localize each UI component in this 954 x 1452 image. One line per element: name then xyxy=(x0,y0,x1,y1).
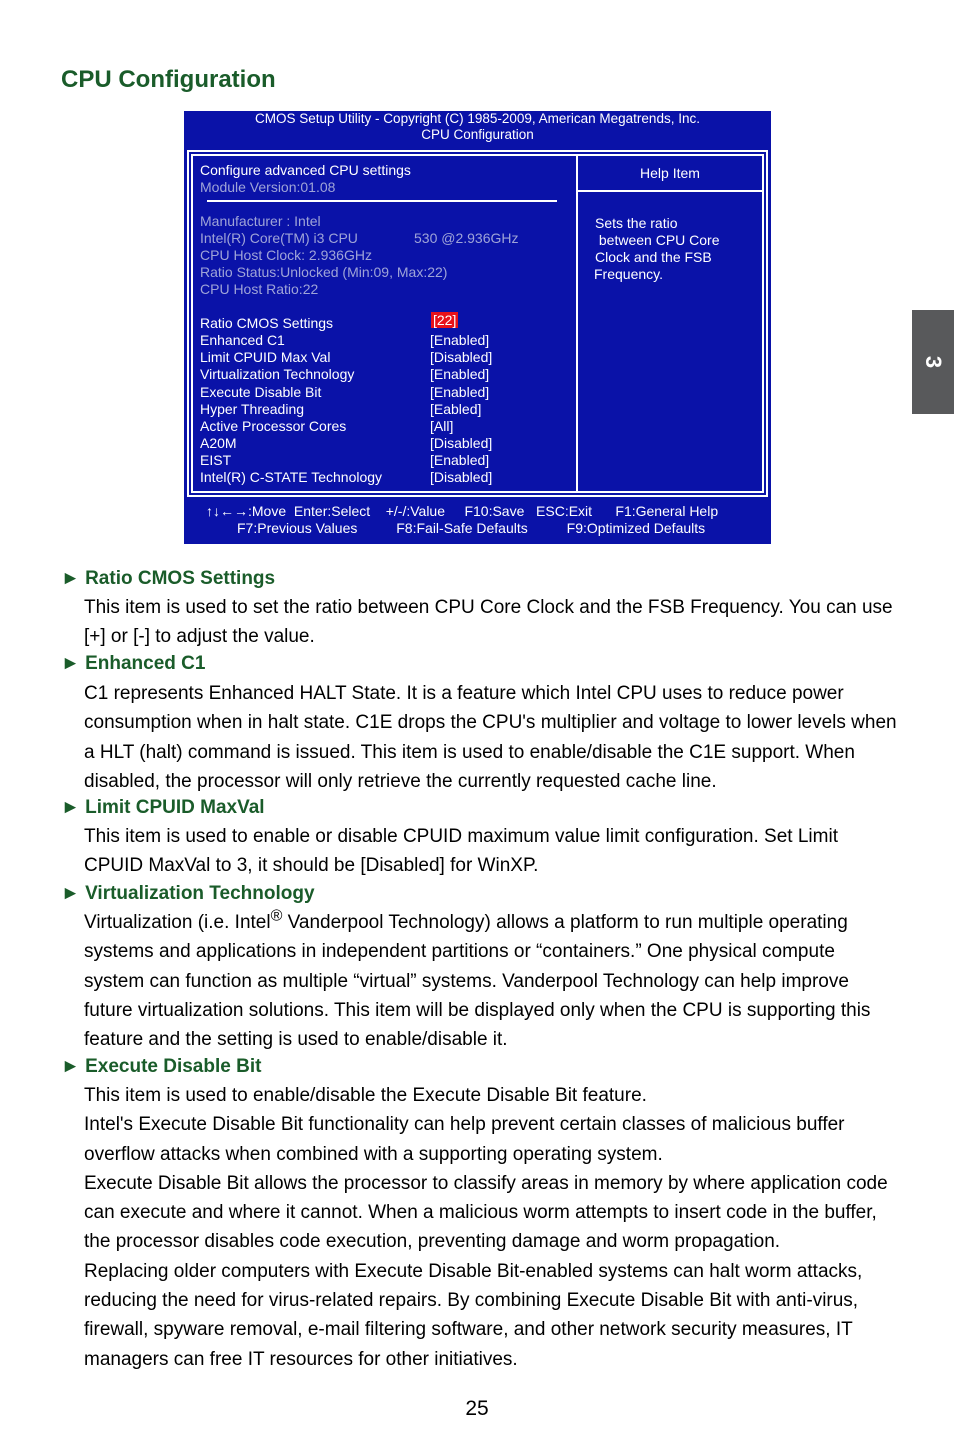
bios-inner-frame xyxy=(191,154,764,493)
setting-label-a20m[interactable]: A20M xyxy=(200,435,237,451)
bios-footer-keys: ↑↓←→:Move Enter:Select +/-/:Value F10:Save ESC:Exit F1:General Help xyxy=(206,503,719,519)
info-line: Manufacturer : Intel xyxy=(200,213,321,229)
help-line: between CPU Core xyxy=(595,232,720,248)
setting-value-enhanced-c1[interactable]: [Enabled] xyxy=(430,332,490,348)
bios-divider xyxy=(576,156,578,491)
info-line: Intel(R) Core(TM) i3 CPU xyxy=(200,230,358,246)
chapter-tab-number: 3 xyxy=(921,355,946,369)
virtualization-text-rest: Vanderpool Technology) allows a platform to run multiple operating systems and applications in independent partitions or “containers.” One physical compute system can function as multiple “virtual” systems. Vanderpool Technology can help improve future virtualization solutions. This item will be displayed only when the CPU is supporting this feature and the setting is used to enable/disable it. xyxy=(84,912,871,1051)
info-line: CPU Host Ratio:22 xyxy=(200,281,319,297)
execute-disable-paragraph: Replacing older computers with Execute Disable Bit-enabled systems can halt worm attacks, reducing the need for virus-related repairs. By combining Execute Disable Bit with anti-virus, firewall, spyware removal, e-mail filtering software, and other network security measures, IT managers can free IT resources for other initiatives. xyxy=(84,1260,863,1370)
bios-right-rule xyxy=(578,190,762,192)
setting-value-eist[interactable]: [Enabled] xyxy=(430,452,490,468)
section-title-limit-cpuid: ► Limit CPUID MaxVal xyxy=(61,797,265,818)
cpu-frequency: 530 @2.936GHz xyxy=(414,230,519,246)
selected-value-highlight[interactable]: [22] xyxy=(433,312,457,328)
setting-value-c-state[interactable]: [Disabled] xyxy=(430,469,493,485)
section-title-execute-disable: ► Execute Disable Bit xyxy=(61,1056,262,1077)
setting-value-a20m[interactable]: [Disabled] xyxy=(430,435,493,451)
setting-label-virtualization[interactable]: Virtualization Technology xyxy=(200,366,355,382)
setting-label-enhanced-c1[interactable]: Enhanced C1 xyxy=(200,332,285,348)
configure-label: Configure advanced CPU settings xyxy=(200,162,411,178)
chapter-tab xyxy=(912,310,954,414)
section-text-execute-disable xyxy=(84,1081,899,1374)
bios-screenshot xyxy=(184,111,771,544)
info-line: Ratio Status:Unlocked (Min:09, Max:22) xyxy=(200,264,448,280)
section-text-ratio-cmos: This item is used to set the ratio between CPU Core Clock and the FSB Frequency. You can use [+] or [-] to adjust the value. xyxy=(84,597,893,648)
setting-label-execute-disable[interactable]: Execute Disable Bit xyxy=(200,384,322,400)
module-version: Module Version:01.08 xyxy=(200,179,336,195)
page-number: 25 xyxy=(465,1397,489,1420)
help-title: Help Item xyxy=(640,165,700,181)
section-title-virtualization: ► Virtualization Technology xyxy=(61,883,315,904)
execute-disable-paragraph: Execute Disable Bit allows the processor to classify areas in memory by where application code can execute and where it cannot. When a malicious worm attempts to insert code in the buffer, the processor disables code execution, preventing damage and worm propagation. xyxy=(84,1172,888,1253)
section-text-limit-cpuid: This item is used to enable or disable CPUID maximum value limit configuration. Set Limit CPUID MaxVal to 3, it should be [Disabled] for WinXP. xyxy=(84,826,838,877)
info-line: CPU Host Clock: 2.936GHz xyxy=(200,247,372,263)
section-text-enhanced-c1: C1 represents Enhanced HALT State. It is a feature which Intel CPU uses to reduce power consumption when in halt state. C1E drops the CPU's multiplier and voltage to lower levels when a HLT (halt) command is issued. This item is used to enable/disable the C1E support. When disabled, the processor will only retrieve the currently requested cache line. xyxy=(84,683,897,792)
help-line: Clock and the FSB xyxy=(595,249,712,265)
bios-footer-defaults: F7:Previous Values F8:Fail-Safe Defaults F9:Optimized Defaults xyxy=(237,520,706,536)
page-title: CPU Configuration xyxy=(61,66,276,93)
bios-left-rule xyxy=(207,200,557,202)
setting-value-active-cores[interactable]: [All] xyxy=(430,418,454,434)
help-line: Frequency. xyxy=(594,266,663,282)
setting-label-eist[interactable]: EIST xyxy=(200,452,232,468)
setting-label-active-cores[interactable]: Active Processor Cores xyxy=(200,418,347,434)
setting-label-c-state[interactable]: Intel(R) C-STATE Technology xyxy=(200,469,383,485)
bios-header-title: CPU Configuration xyxy=(421,127,534,142)
setting-value-hyper-threading[interactable]: [Eabled] xyxy=(430,401,482,417)
setting-value-ratio-cmos[interactable] xyxy=(431,312,458,329)
execute-disable-paragraph: Intel's Execute Disable Bit functionality can help prevent certain classes of malicious buffer overflow attacks when combined with a supporting operating system. xyxy=(84,1114,845,1165)
setting-label-ratio-cmos[interactable]: Ratio CMOS Settings xyxy=(200,315,334,331)
setting-label-hyper-threading[interactable]: Hyper Threading xyxy=(200,401,305,417)
bios-frame xyxy=(187,150,768,497)
setting-value-limit-cpuid[interactable]: [Disabled] xyxy=(430,349,493,365)
section-title-ratio-cmos: ► Ratio CMOS Settings xyxy=(61,568,276,589)
registered-mark: ® xyxy=(270,907,283,925)
bios-header-copyright: CMOS Setup Utility - Copyright (C) 1985-2009, American Megatrends, Inc. xyxy=(255,111,700,126)
virtualization-text-start: Virtualization (i.e. Intel xyxy=(84,912,271,933)
section-text-virtualization xyxy=(84,908,899,1054)
setting-label-limit-cpuid[interactable]: Limit CPUID Max Val xyxy=(200,349,331,365)
setting-value-virtualization[interactable]: [Enabled] xyxy=(430,366,490,382)
help-line: Sets the ratio xyxy=(595,215,678,231)
setting-value-execute-disable[interactable]: [Enabled] xyxy=(430,384,490,400)
section-title-enhanced-c1: ► Enhanced C1 xyxy=(61,653,206,674)
execute-disable-paragraph: This item is used to enable/disable the Execute Disable Bit feature. xyxy=(84,1085,647,1106)
help-text xyxy=(595,215,720,283)
